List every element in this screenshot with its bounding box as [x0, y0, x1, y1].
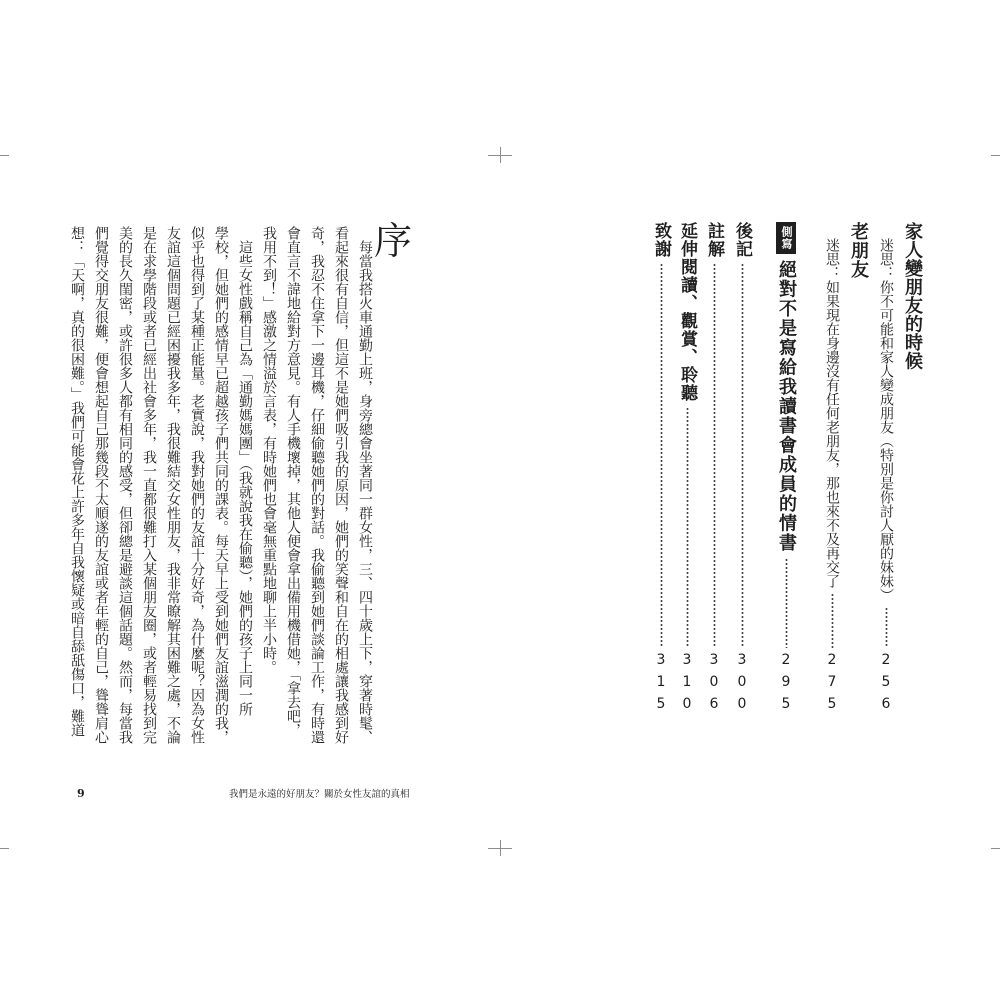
toc-page-number: 310 [679, 652, 695, 718]
toc-entry-title: 絕對不是寫給我讀書會成員的情書 [776, 260, 797, 553]
page-number: 9 [77, 787, 85, 800]
text-column: 這些女性戲稱自己為「通勤媽媽團」（我就說我在偷聽），她們的孩子上同一所 [237, 240, 253, 716]
toc-entry-title: 延伸閱讀、觀賞、聆聽 [677, 222, 697, 402]
toc-page-number: 306 [706, 652, 722, 718]
toc-entry [703, 222, 725, 718]
preface-title: 序 [373, 219, 412, 263]
running-title: 我們是永遠的好朋友？關於女性友誼的真相 [229, 789, 410, 800]
toc-page-number: 256 [878, 652, 894, 718]
toc-entry-sidebar [775, 222, 797, 718]
crop-mark [500, 147, 501, 163]
dotted-leader [660, 263, 663, 648]
text-column: 美的長久閨密，或許很多人都有相同的感受，但卻總是避談這個話題。然而，每當我 [117, 226, 133, 744]
text-column: 似乎也得到了某種正能量。老實說，我對她們的友誼十分好奇，為什麼呢？因為女性 [189, 226, 205, 744]
crop-mark [991, 848, 1000, 849]
preface-body [65, 226, 377, 748]
text-column: 學校，但她們的感情早已超越孩子們共同的課表。每天早上受到她們友誼滋潤的我， [213, 226, 229, 744]
dotted-leader [785, 558, 788, 649]
toc-page-number: 295 [778, 652, 794, 718]
toc-entry [731, 222, 753, 718]
text-column: 友誼這個問題已經困擾我多年，我很難結交女性朋友，我非常瞭解其困難之處，不論 [165, 226, 181, 744]
toc-entry-title: 迷思：你不可能和家人變成朋友（特別是你討人厭的妹妹） [878, 238, 894, 602]
dotted-leader [831, 593, 834, 648]
dotted-leader [885, 607, 888, 648]
text-column: 看起來很有自信，但這不是她們吸引我的原因，她們的笑聲和自在的相處讓我感到好 [333, 226, 349, 744]
text-column: 奇，我忍不住拿下一邊耳機，仔細偷聽她們的對話。我偷聽到她們談論工作，有時還 [309, 226, 325, 744]
text-column: 想：「天啊，真的很困難。」我們可能會花上許多年自我懷疑或暗自舔舐傷口，難道 [69, 226, 85, 737]
toc-page-number: 300 [734, 652, 750, 718]
toc-part-title: 老朋友 [848, 222, 869, 279]
toc-entry [821, 238, 843, 718]
text-column: 們覺得交朋友很難，便會想起自己那幾段不太順遂的友誼或者年輕的自己，聳聳肩心 [93, 226, 109, 744]
text-column: 會直言不諱地給對方意見。有人手機壞掉，其他人便會拿出備用機借她，「拿去吧， [285, 226, 301, 737]
text-column: 是在求學階段或者已經出社會多年，我一直都很難打入某個朋友圈，或者輕易找到完 [141, 226, 157, 744]
toc-part-title: 家人變朋友的時候 [902, 222, 923, 370]
toc-page-number: 315 [653, 652, 669, 718]
toc-page-number: 275 [824, 652, 840, 718]
text-column: 每當我搭火車通勤上班，身旁總會坐著同一群女性，三、四十歲上下，穿著時髦、 [357, 240, 373, 744]
text-column: 我用不到！」感激之情溢於言表，有時她們也會毫無重點地聊上半小時。 [261, 226, 277, 674]
toc-entry-title: 迷思：如果現在身邊沒有任何老朋友，那也來不及再交了 [824, 238, 840, 588]
toc-entry-title: 後記 [732, 222, 752, 258]
toc-entry [875, 238, 897, 718]
dotted-leader [713, 263, 716, 648]
crop-mark [0, 155, 9, 156]
crop-mark [500, 840, 501, 856]
toc-entry [676, 222, 698, 718]
crop-mark [0, 848, 9, 849]
toc-entry [650, 222, 672, 718]
sidebar-tag: 側寫 [776, 222, 796, 254]
toc-entry-title: 致謝 [651, 222, 671, 258]
dotted-leader [686, 407, 689, 648]
crop-mark [991, 155, 1000, 156]
toc-entry-title: 註解 [704, 222, 724, 258]
dotted-leader [741, 263, 744, 648]
